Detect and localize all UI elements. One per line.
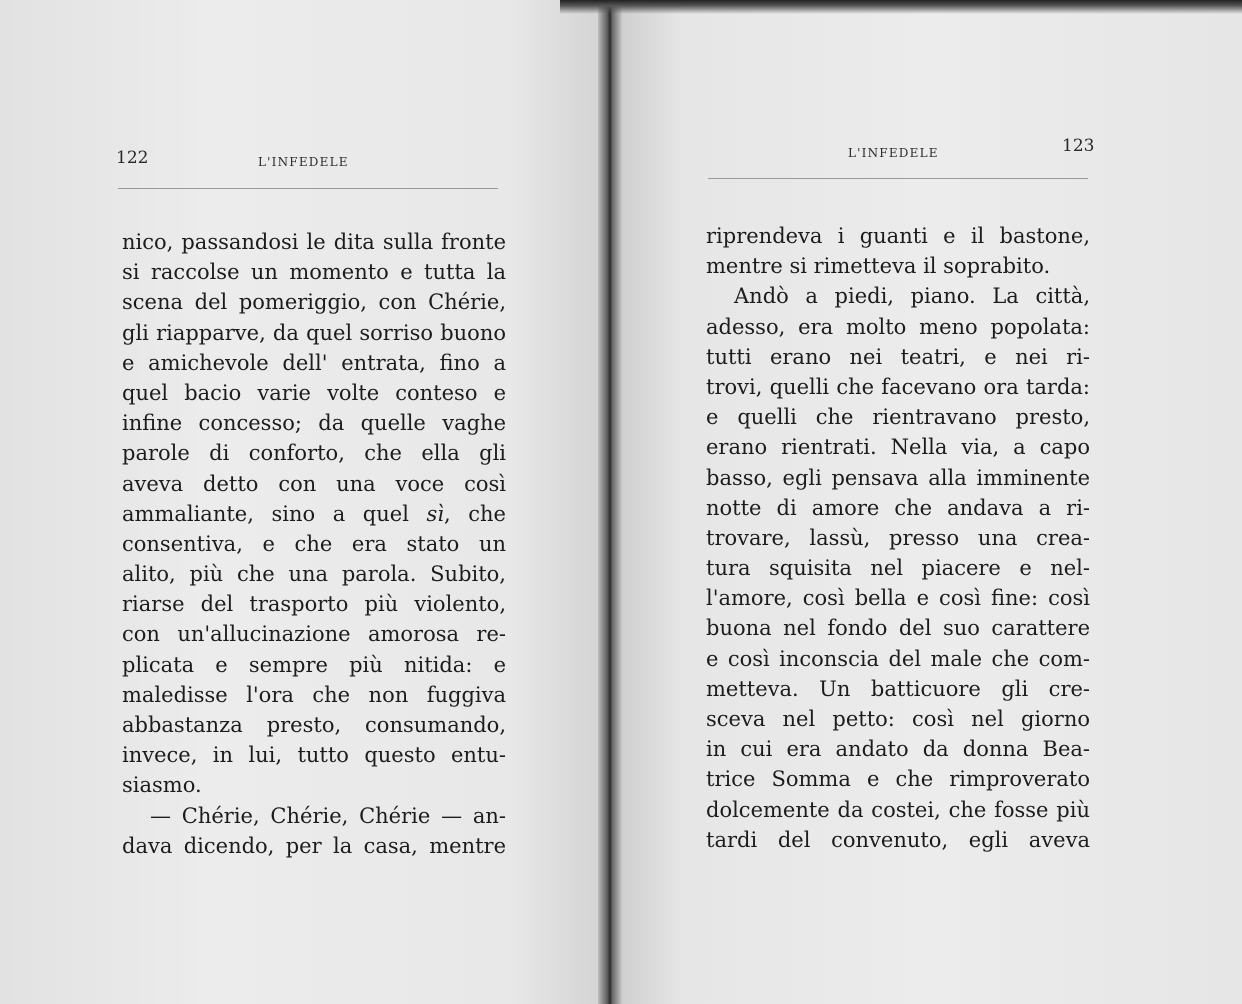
text-segment: ammaliante, sino a quel (122, 501, 409, 526)
text-line: adesso, era molto meno popolata: (706, 314, 1090, 339)
right-page-body (706, 221, 1090, 855)
text-line: e quelli che rientravano presto, (706, 405, 1090, 430)
text-segment: , che (444, 501, 506, 526)
text-line: consentiva, e che era stato un (122, 531, 506, 556)
text-line: parole di conforto, che ella gli (122, 441, 506, 466)
text-line: aveva detto con una voce così (122, 471, 506, 496)
text-line: plicata e sempre più nitida: e (122, 652, 506, 677)
right-running-title: L'INFEDELE (848, 146, 939, 160)
text-line: e così inconscia del male che com- (706, 646, 1090, 671)
italic-word: sì (426, 501, 445, 526)
left-page-body (122, 227, 506, 861)
text-line: dava dicendo, per la casa, mentre (122, 833, 506, 858)
text-line: abbastanza presto, consumando, (122, 713, 506, 737)
text-line: Andò a piedi, piano. La città, (734, 284, 1090, 309)
left-header-rule (118, 188, 498, 189)
text-line: in cui era andato da donna Bea- (706, 737, 1090, 762)
text-line: siasmo. (122, 773, 202, 798)
text-line: notte di amore che andava a ri- (706, 495, 1090, 520)
text-line: mentre si rimetteva il soprabito. (706, 254, 1051, 279)
text-line: riprendeva i guanti e il bastone, (706, 224, 1090, 248)
text-line: erano rientrati. Nella via, a capo (706, 435, 1090, 460)
right-page-number: 123 (1062, 136, 1095, 156)
text-line: tardi del convenuto, egli aveva (706, 827, 1090, 852)
left-page (0, 0, 600, 1004)
text-line: nico, passandosi le dita sulla fronte (122, 230, 506, 254)
text-line: tura squisita nel piacere e nel- (706, 556, 1090, 581)
right-page (620, 0, 1242, 1004)
scan-edge-shadow (560, 0, 1242, 14)
text-line: alito, più che una parola. Subito, (122, 562, 506, 587)
text-line: metteva. Un batticuore gli cre- (706, 676, 1090, 701)
text-line: trice Somma e che rimproverato (706, 767, 1090, 792)
text-line: basso, egli pensava alla imminente (706, 465, 1090, 490)
text-line: riarse del trasporto più violento, (122, 592, 506, 617)
text-line: infine concesso; da quelle vaghe (122, 411, 506, 436)
text-line: trovare, lassù, presso una crea- (706, 525, 1090, 550)
text-line: gli riapparve, da quel sorriso buono (122, 320, 506, 345)
text-line: buona nel fondo del suo carattere (706, 616, 1090, 641)
text-line: dolcemente da costei, che fosse più (706, 797, 1090, 822)
text-line: l'amore, così bella e così fine: così (706, 586, 1090, 611)
text-line: sceva nel petto: così nel giorno (706, 707, 1090, 731)
text-line: quel bacio varie volte conteso e (122, 380, 506, 405)
text-line: scena del pomeriggio, con Chérie, (122, 290, 506, 315)
text-line (122, 499, 506, 529)
text-line: maledisse l'ora che non fuggiva (122, 682, 506, 707)
text-line: tutti erano nei teatri, e nei ri- (706, 344, 1090, 369)
text-line: e amichevole dell' entrata, fino a (122, 350, 506, 375)
text-line: trovi, quelli che facevano ora tarda: (706, 374, 1090, 399)
left-running-title: L'INFEDELE (258, 155, 349, 169)
right-header-rule (708, 178, 1088, 179)
text-line: invece, in lui, tutto questo entu- (122, 743, 506, 768)
text-line: con un'allucinazione amorosa re- (122, 622, 506, 647)
text-line: — Chérie, Chérie, Chérie — an- (150, 803, 506, 828)
book-gutter (598, 0, 622, 1004)
text-line: si raccolse un momento e tutta la (122, 260, 506, 285)
left-page-number: 122 (116, 148, 149, 168)
